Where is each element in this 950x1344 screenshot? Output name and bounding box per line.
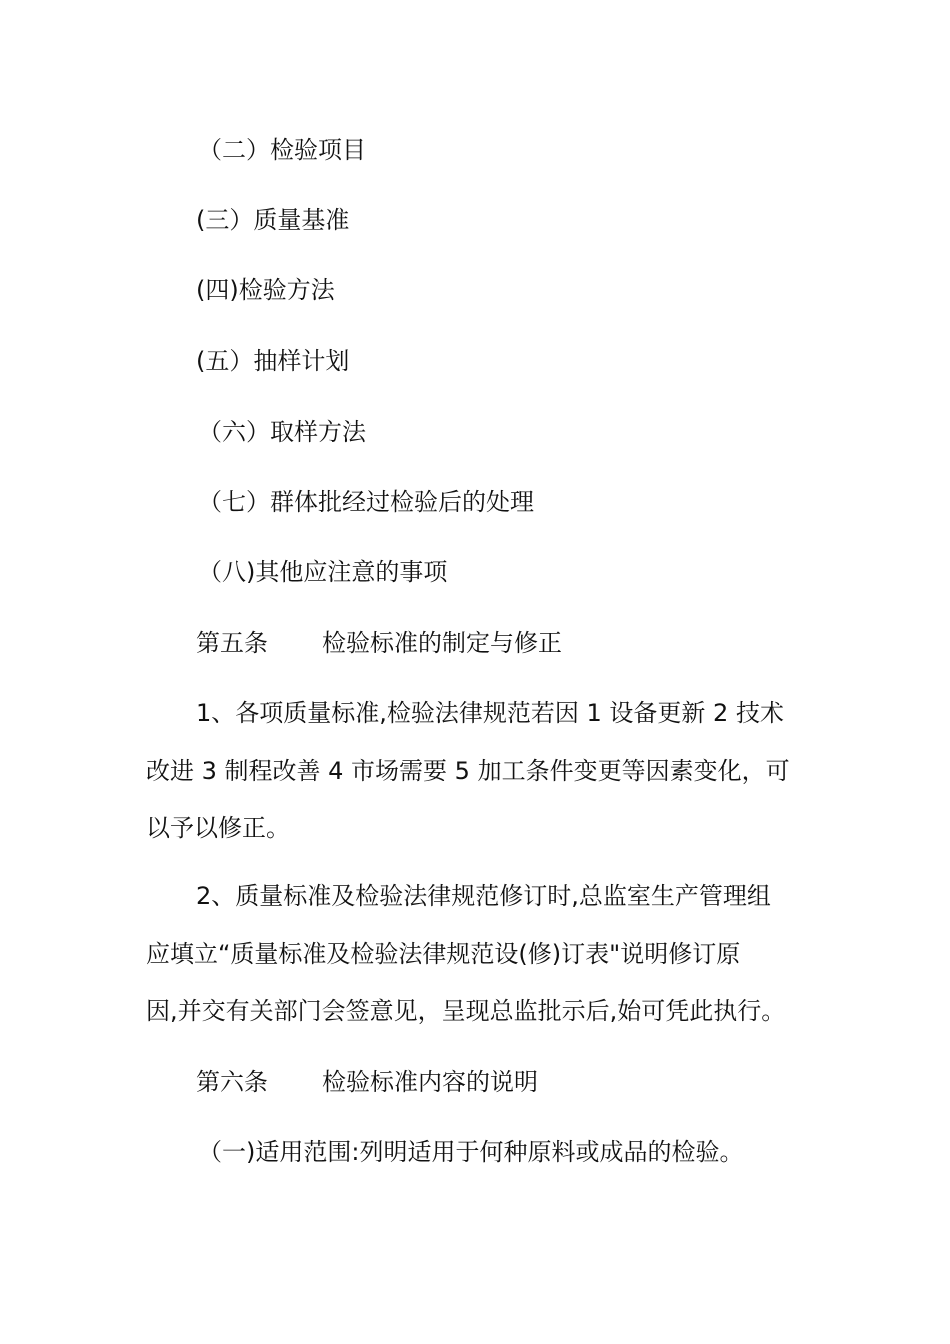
list-item: (四)检验方法 (196, 276, 335, 304)
list-item: (五）抽样计划 (196, 347, 350, 375)
list-item: （一)适用范围:列明适用于何种原料或成品的检验。 (198, 1138, 744, 1166)
paragraph-2-line-2: 应填立“质量标准及检验法律规范设(修)订表"说明修订原 (146, 940, 741, 968)
paragraph-2-line-1: 2、质量标准及检验法律规范修订时,总监室生产管理组 (196, 882, 771, 910)
article-5-heading (196, 627, 562, 659)
article-6-heading (196, 1066, 538, 1098)
article-number: 第六条 (196, 1068, 268, 1096)
paragraph-1-line-1: 1、各项质量标准,检验法律规范若因 1 设备更新 2 技术 (196, 699, 784, 727)
list-item: （六）取样方法 (198, 418, 366, 446)
list-item: （八)其他应注意的事项 (198, 558, 448, 586)
list-item: （七）群体批经过检验后的处理 (198, 488, 534, 516)
paragraph-1-line-3: 以予以修正。 (146, 814, 290, 842)
list-item: （二）检验项目 (198, 136, 366, 164)
list-item: (三）质量基准 (196, 206, 350, 234)
paragraph-1-line-2: 改进 3 制程改善 4 市场需要 5 加工条件变更等因素变化，可 (146, 757, 790, 785)
article-number: 第五条 (196, 629, 268, 657)
article-title: 检验标准的制定与修正 (322, 629, 562, 657)
article-title: 检验标准内容的说明 (322, 1068, 538, 1096)
paragraph-2-line-3: 因,并交有关部门会签意见，呈现总监批示后,始可凭此执行。 (146, 997, 786, 1025)
